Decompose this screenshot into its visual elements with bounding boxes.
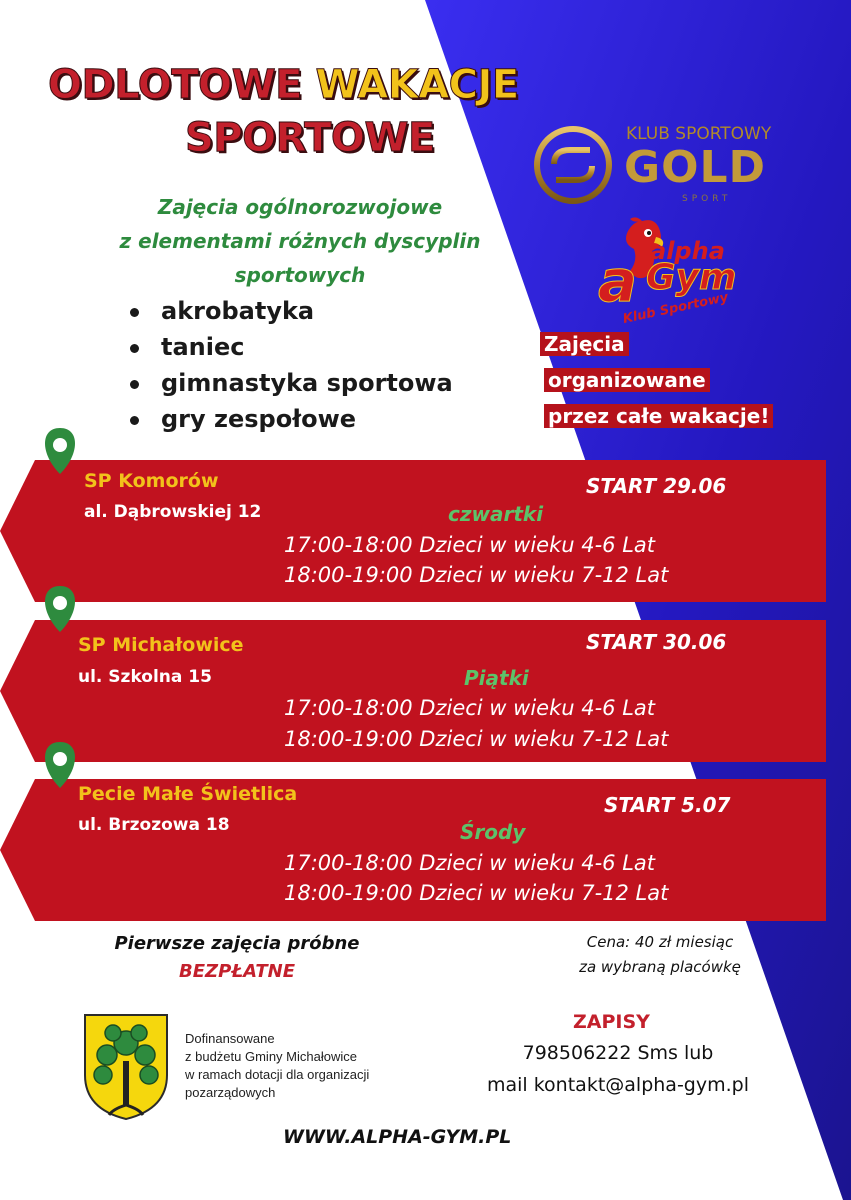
michalowice-coat-of-arms-icon — [83, 1013, 169, 1121]
time-slot: 18:00-19:00 Dzieci w wieku 7-12 Lat — [284, 727, 669, 751]
time-slot: 17:00-18:00 Dzieci w wieku 4-6 Lat — [284, 851, 655, 875]
funding-line: w ramach dotacji dla organizacji — [185, 1067, 370, 1082]
signup-phone[interactable]: 798506222 Sms lub — [522, 1042, 714, 1064]
alpha-logo-top-text: alpha — [650, 237, 725, 265]
location-name: SP Komorów — [84, 470, 219, 492]
start-date: START 30.06 — [586, 630, 727, 654]
activity-label: akrobatyka — [161, 297, 315, 325]
time-slot: 18:00-19:00 Dzieci w wieku 7-12 Lat — [284, 563, 669, 587]
activity-label: taniec — [161, 333, 245, 361]
alpha-logo-sub-text: Klub Sportowy — [621, 290, 730, 327]
location-name: Pecie Małe Świetlica — [78, 783, 298, 805]
price-note — [540, 930, 780, 980]
page-title-line2: SPORTOWE — [185, 115, 435, 161]
funding-line: Dofinansowane — [185, 1031, 275, 1046]
location-name: SP Michałowice — [78, 634, 244, 656]
alpha-logo-letter-a: a — [598, 247, 638, 315]
title-word-odlotowe: ODLOTOWE — [48, 62, 316, 108]
trial-line: Pierwsze zajęcia próbne — [114, 933, 360, 954]
time-slot: 17:00-18:00 Dzieci w wieku 4-6 Lat — [284, 696, 655, 720]
subtitle-line: Zajęcia ogólnorozwojowe — [157, 195, 443, 219]
location-address: ul. Brzozowa 18 — [78, 815, 230, 835]
tagline-line: organizowane — [544, 368, 710, 392]
class-day: Piątki — [464, 666, 529, 690]
price-line: za wybraną placówkę — [579, 958, 741, 976]
free-trial-note — [84, 930, 390, 986]
subtitle-line: z elementami różnych dyscyplin — [119, 229, 481, 253]
funding-line: z budżetu Gminy Michałowice — [185, 1049, 357, 1064]
alpha-logo-main-text: Gym — [646, 257, 737, 298]
time-slot: 17:00-18:00 Dzieci w wieku 4-6 Lat — [284, 533, 655, 557]
tagline-line: przez całe wakacje! — [544, 404, 773, 428]
tagline-line: Zajęcia — [540, 332, 629, 356]
title-word-wakacje: WAKACJE — [315, 62, 519, 108]
location-address: al. Dąbrowskiej 12 — [84, 502, 262, 522]
trial-free-label: BEZPŁATNE — [179, 961, 295, 982]
activity-label: gimnastyka sportowa — [161, 369, 453, 397]
start-date: START 5.07 — [604, 793, 731, 817]
signup-email-link[interactable]: mail kontakt@alpha-gym.pl — [486, 1074, 749, 1096]
start-date: START 29.06 — [586, 474, 727, 498]
time-slot: 18:00-19:00 Dzieci w wieku 7-12 Lat — [284, 881, 669, 905]
website-link[interactable]: WWW.ALPHA-GYM.PL — [283, 1126, 512, 1148]
price-line: Cena: 40 zł miesiąc — [586, 933, 734, 951]
class-day: czwartki — [448, 502, 544, 526]
funding-note — [185, 1030, 369, 1102]
class-day: Środy — [460, 820, 526, 844]
gold-logo-main-text: GOLD — [624, 142, 767, 193]
gold-logo-sub-text: SPORT — [682, 194, 732, 204]
subtitle-line: sportowych — [234, 263, 366, 287]
funding-line: pozarządowych — [185, 1085, 276, 1100]
gold-logo-top-text: KLUB SPORTOWY — [626, 124, 772, 144]
activity-label: gry zespołowe — [161, 405, 357, 433]
signup-heading: ZAPISY — [573, 1011, 650, 1033]
signup-contact — [438, 1037, 798, 1101]
location-address: ul. Szkolna 15 — [78, 667, 212, 687]
